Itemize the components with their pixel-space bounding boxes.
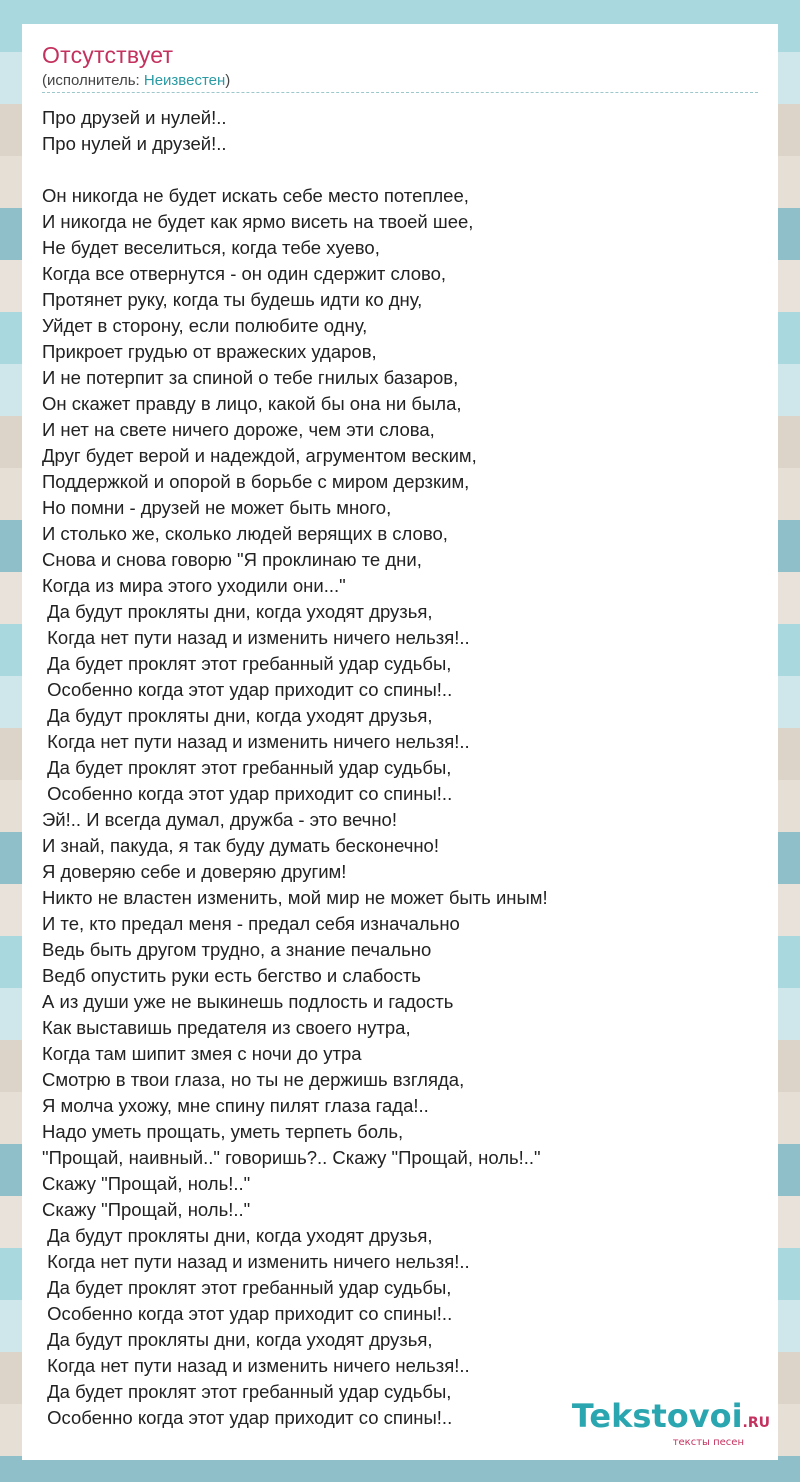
logo-tld: .RU bbox=[742, 1415, 770, 1431]
lyric-line: Уйдет в сторону, если полюбите одну, bbox=[42, 315, 368, 336]
lyric-line: Я молча ухожу, мне спину пилят глаза гада!.. bbox=[42, 1095, 429, 1116]
lyric-line bbox=[42, 157, 548, 183]
lyric-line: Про друзей и нулей!.. bbox=[42, 107, 227, 128]
lyric-line: И столько же, сколько людей верящих в слово, bbox=[42, 523, 448, 544]
lyric-line: Как выставишь предателя из своего нутра, bbox=[42, 1017, 411, 1038]
artist-link[interactable]: Неизвестен bbox=[143, 72, 226, 89]
lyric-line: Да будут прокляты дни, когда уходят друзья, bbox=[42, 601, 433, 622]
lyric-line: И те, кто предал меня - предал себя изначально bbox=[42, 913, 460, 934]
lyric-line: Ведб опустить руки есть бегство и слабость bbox=[42, 965, 421, 986]
lyric-line: Да будут прокляты дни, когда уходят друзья, bbox=[42, 1225, 433, 1246]
lyric-line: Он скажет правду в лицо, какой бы она ни была, bbox=[42, 393, 462, 414]
lyric-line: Скажу "Прощай, ноль!.." bbox=[42, 1173, 251, 1194]
lyric-line: Когда нет пути назад и изменить ничего нельзя!.. bbox=[42, 1355, 470, 1376]
lyric-line: Да будут прокляты дни, когда уходят друзья, bbox=[42, 705, 433, 726]
lyric-line: Поддержкой и опорой в борьбе с миром дерзким, bbox=[42, 471, 470, 492]
lyric-line: Особенно когда этот удар приходит со спины!.. bbox=[42, 1303, 453, 1324]
lyric-line: Я доверяю себе и доверяю другим! bbox=[42, 861, 347, 882]
lyric-line: Ведь быть другом трудно, а знание печально bbox=[42, 939, 432, 960]
lyric-line: Когда из мира этого уходили они..." bbox=[42, 575, 346, 596]
lyric-line: И нет на свете ничего дороже, чем эти слова, bbox=[42, 419, 435, 440]
logo-subtitle: тексты песен bbox=[672, 1437, 744, 1448]
lyric-line: Да будет проклят этот гребанный удар судьбы, bbox=[42, 1277, 452, 1298]
artist-info bbox=[42, 72, 230, 89]
lyric-line: И знай, пакуда, я так буду думать бесконечно! bbox=[42, 835, 439, 856]
lyric-line: Про нулей и друзей!.. bbox=[42, 133, 227, 154]
lyric-line: Никто не властен изменить, мой мир не может быть иным! bbox=[42, 887, 548, 908]
artist-prefix: (исполнитель: bbox=[42, 72, 144, 89]
lyric-line: Не будет веселиться, когда тебе хуево, bbox=[42, 237, 380, 258]
lyric-line: Да будут прокляты дни, когда уходят друзья, bbox=[42, 1329, 433, 1350]
lyric-line: Надо уметь прощать, уметь терпеть боль, bbox=[42, 1121, 404, 1142]
lyric-line: Он никогда не будет искать себе место потеплее, bbox=[42, 185, 469, 206]
logo-main-text: Tekstovoi bbox=[571, 1397, 743, 1435]
lyric-line: Когда нет пути назад и изменить ничего нельзя!.. bbox=[42, 627, 470, 648]
lyric-line: Но помни - друзей не может быть много, bbox=[42, 497, 392, 518]
lyric-line: "Прощай, наивный.." говоришь?.. Скажу "Прощай, ноль!.." bbox=[42, 1147, 541, 1168]
lyric-line: Особенно когда этот удар приходит со спины!.. bbox=[42, 1407, 453, 1428]
lyric-line: А из души уже не выкинешь подлость и гадость bbox=[42, 991, 454, 1012]
lyrics-text bbox=[42, 105, 548, 1431]
lyric-line: Особенно когда этот удар приходит со спины!.. bbox=[42, 679, 453, 700]
lyric-line: Друг будет верой и надеждой, агрументом веским, bbox=[42, 445, 477, 466]
lyric-line: Когда там шипит змея с ночи до утра bbox=[42, 1043, 362, 1064]
lyric-line: Да будет проклят этот гребанный удар судьбы, bbox=[42, 757, 452, 778]
lyric-line: Скажу "Прощай, ноль!.." bbox=[42, 1199, 251, 1220]
artist-suffix: ) bbox=[225, 72, 231, 89]
lyric-line: Снова и снова говорю "Я проклинаю те дни, bbox=[42, 549, 422, 570]
lyric-line: Смотрю в твои глаза, но ты не держишь взгляда, bbox=[42, 1069, 465, 1090]
lyric-line: Протянет руку, когда ты будешь идти ко дну, bbox=[42, 289, 423, 310]
lyric-line: Особенно когда этот удар приходит со спины!.. bbox=[42, 783, 453, 804]
lyric-line: Да будет проклят этот гребанный удар судьбы, bbox=[42, 1381, 452, 1402]
site-logo[interactable] bbox=[571, 1397, 770, 1448]
lyric-line: Прикроет грудью от вражеских ударов, bbox=[42, 341, 377, 362]
lyric-line: И не потерпит за спиной о тебе гнилых базаров, bbox=[42, 367, 459, 388]
lyrics-card bbox=[22, 24, 778, 1460]
logo-wordmark bbox=[571, 1397, 770, 1439]
song-title: Отсутствует bbox=[42, 42, 174, 68]
lyric-line: Да будет проклят этот гребанный удар судьбы, bbox=[42, 653, 452, 674]
lyric-line: Когда нет пути назад и изменить ничего нельзя!.. bbox=[42, 1251, 470, 1272]
title-divider bbox=[42, 92, 758, 93]
lyric-line: Эй!.. И всегда думал, дружба - это вечно! bbox=[42, 809, 397, 830]
lyric-line: Когда все отвернутся - он один сдержит слово, bbox=[42, 263, 447, 284]
lyric-line: И никогда не будет как ярмо висеть на твоей шее, bbox=[42, 211, 474, 232]
lyric-line: Когда нет пути назад и изменить ничего нельзя!.. bbox=[42, 731, 470, 752]
